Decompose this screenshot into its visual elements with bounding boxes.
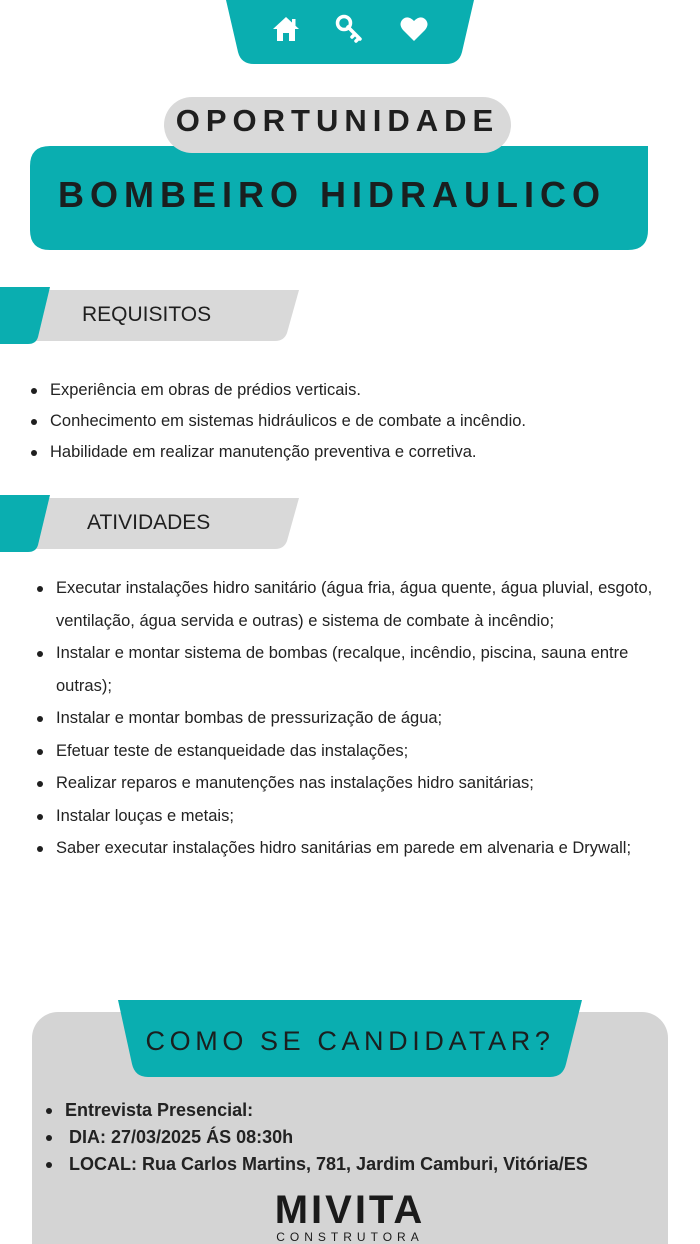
opportunity-label: OPORTUNIDADE <box>175 103 500 138</box>
atividades-list <box>36 572 666 865</box>
list-item: LOCAL: Rua Carlos Martins, 781, Jardim Camburi, Vitória/ES <box>45 1151 675 1178</box>
requisitos-heading: REQUISITOS <box>82 303 212 326</box>
job-title: BOMBEIRO HIDRAULICO <box>58 174 606 215</box>
mivita-logo <box>200 1190 500 1244</box>
apply-list <box>45 1097 675 1178</box>
list-item: Efetuar teste de estanqueidade das instalações; <box>36 735 666 768</box>
requisitos-list <box>30 375 670 468</box>
list-item: Instalar e montar sistema de bombas (recalque, incêndio, piscina, sauna entre outras); <box>36 637 666 702</box>
home-icon[interactable] <box>271 14 301 44</box>
list-item: Conhecimento em sistemas hidráulicos e de combate a incêndio. <box>30 406 670 437</box>
heart-icon[interactable] <box>399 14 429 44</box>
list-item: Habilidade em realizar manutenção preventiva e corretiva. <box>30 437 670 468</box>
list-item: Experiência em obras de prédios verticais. <box>30 375 670 406</box>
list-item: DIA: 27/03/2025 ÁS 08:30h <box>45 1124 675 1151</box>
key-icon[interactable] <box>335 14 365 44</box>
list-item: Executar instalações hidro sanitário (água fria, água quente, água pluvial, esgoto, ventilação, água servida e outras) e sistema de combate à incêndio; <box>36 572 666 637</box>
logo-name: MIVITA <box>274 1188 426 1232</box>
logo-subtitle: CONSTRUTORA <box>276 1230 424 1244</box>
list-item: Saber executar instalações hidro sanitárias em parede em alvenaria e Drywall; <box>36 832 666 865</box>
list-item: Realizar reparos e manutenções nas instalações hidro sanitárias; <box>36 767 666 800</box>
top-icon-tab <box>226 0 474 66</box>
list-item: Instalar e montar bombas de pressurização de água; <box>36 702 666 735</box>
list-item: Entrevista Presencial: <box>45 1097 675 1124</box>
list-item: Instalar louças e metais; <box>36 800 666 833</box>
atividades-heading: ATIVIDADES <box>87 511 211 534</box>
apply-heading: COMO SE CANDIDATAR? <box>145 1026 555 1056</box>
